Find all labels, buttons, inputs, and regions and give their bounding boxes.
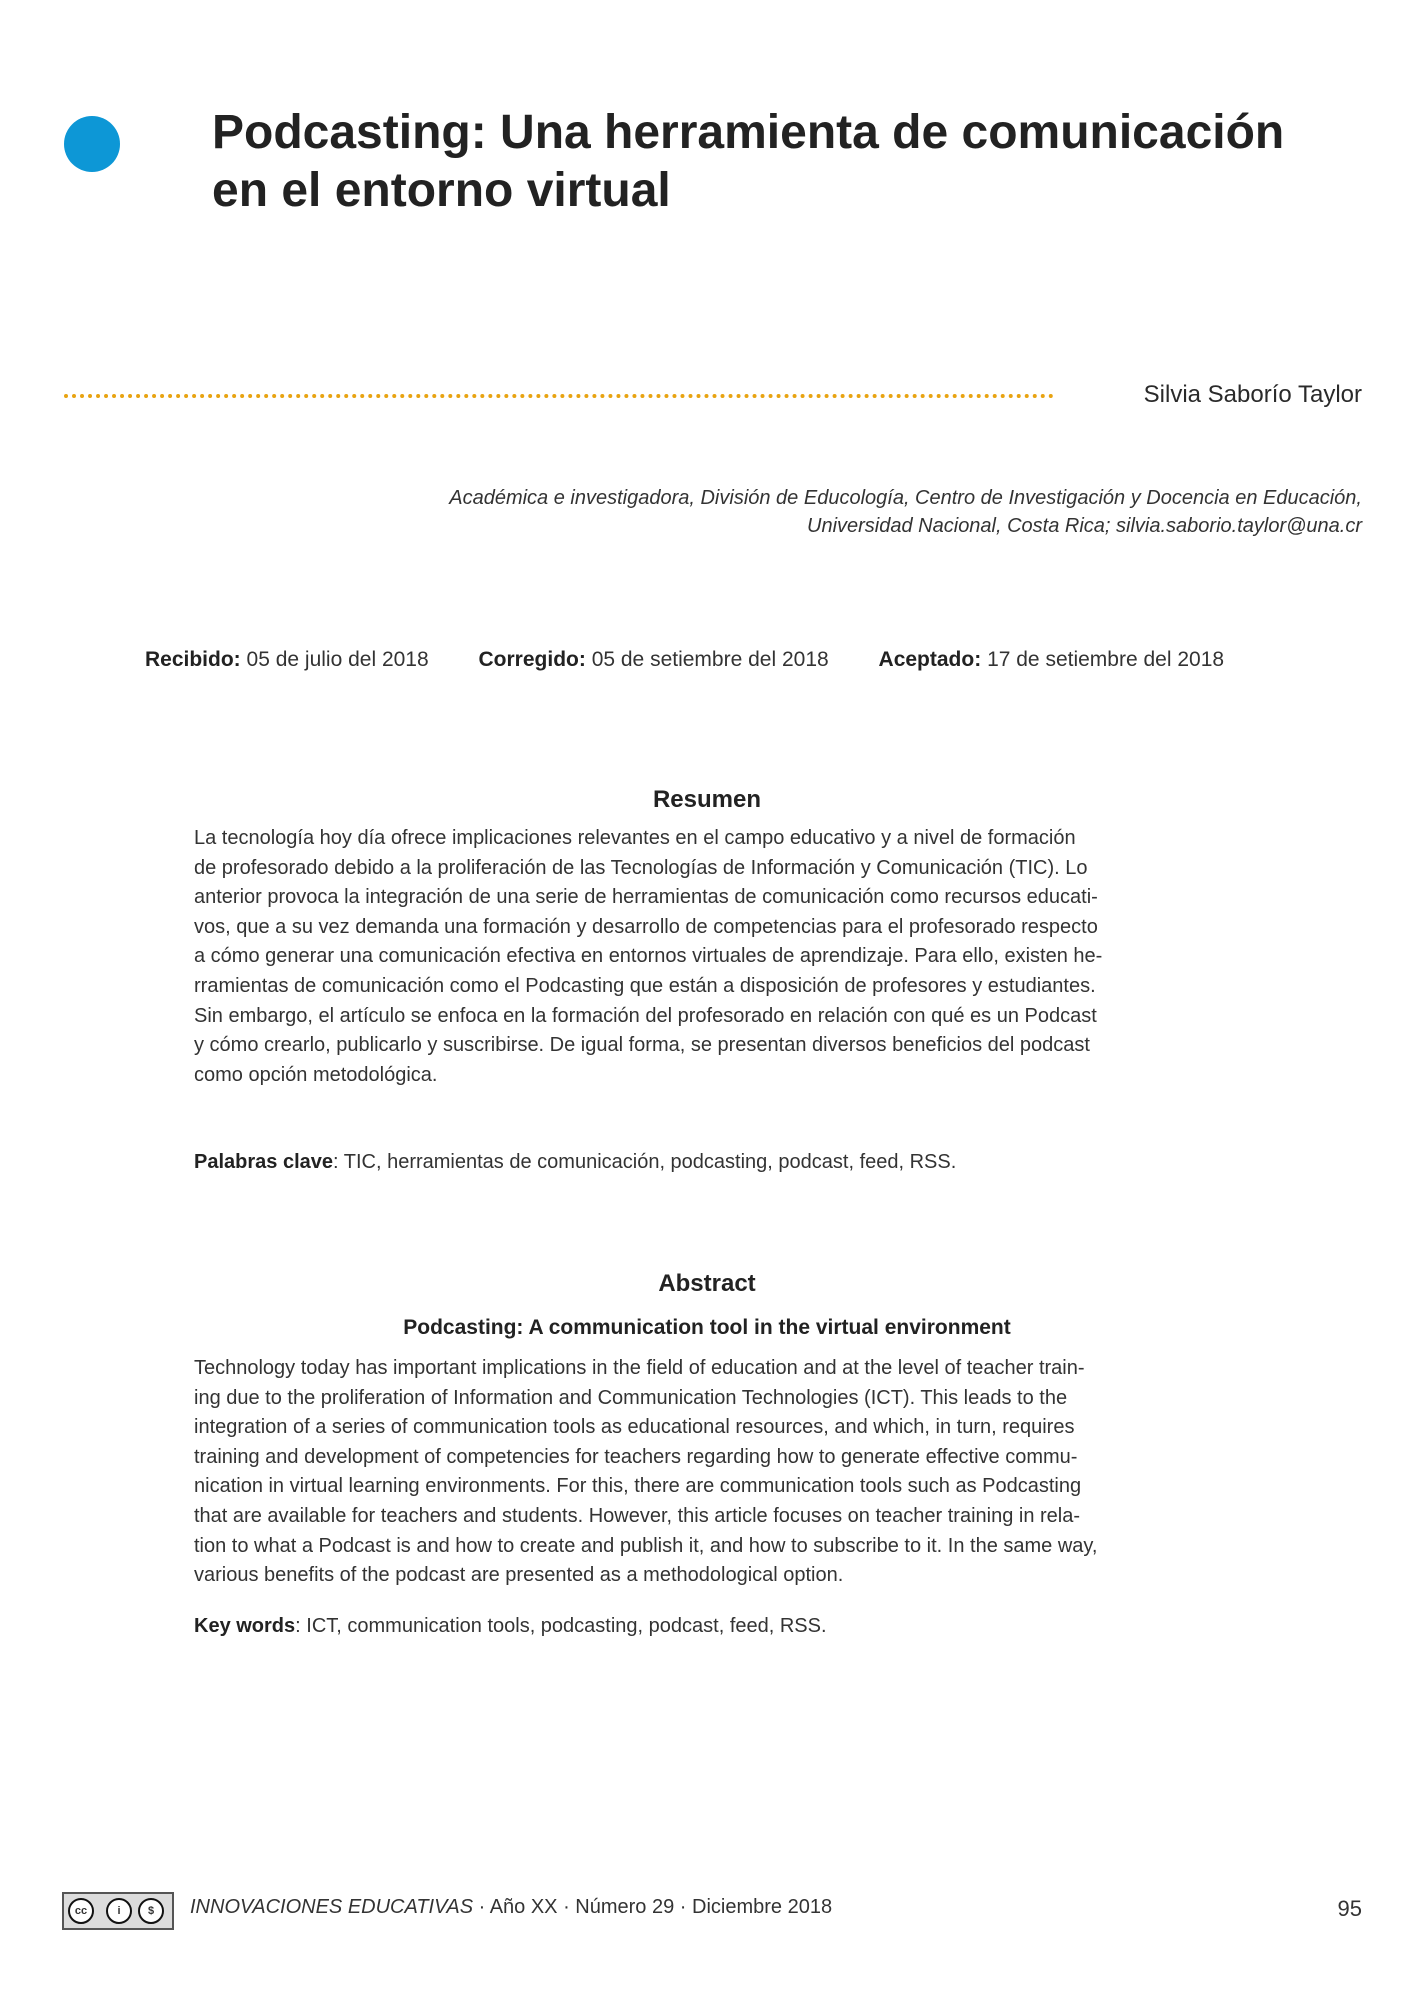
abstract-body [194,1354,1228,1591]
abstract-line: various benefits of the podcast are presented as a methodological option. [194,1564,844,1587]
resumen-line: de profesorado debido a la proliferación de las Tecnologías de Información y Comunicación (TIC). Lo [194,856,1088,879]
corrected-date: Corregido: 05 de setiembre del 2018 [478,648,829,671]
key-words-list: : ICT, communication tools, podcasting, podcast, feed, RSS. [295,1615,827,1637]
resumen-line: y cómo crearlo, publicarlo y suscribirse. De igual forma, se presentan diversos beneficios del podcast [194,1034,1090,1057]
affiliation-line-1: Académica e investigadora, División de Educología, Centro de Investigación y Docencia en Educación, [449,487,1362,509]
creative-commons-license-icon: cc i $ [62,1892,174,1930]
page-number: 95 [1337,1896,1362,1921]
abstract-line: nication in virtual learning environments. For this, there are communication tools such as Podcasting [194,1475,1082,1498]
title-bullet-circle [64,116,120,172]
abstract-line: tion to what a Podcast is and how to create and publish it, and how to subscribe to it. In the same way, [194,1534,1098,1557]
resumen-line: anterior provoca la integración de una serie de herramientas de comunicación como recursos educati- [194,886,1098,909]
dotted-divider [64,394,1054,398]
resumen-line: La tecnología hoy día ofrece implicaciones relevantes en el campo educativo y a nivel de formación [194,827,1076,849]
palabras-clave-label: Palabras clave [194,1151,333,1173]
abstract-line: integration of a series of communication tools as educational resources, and which, in turn, requires [194,1416,1075,1439]
abstract-line: training and development of competencies for teachers regarding how to generate effective commu- [194,1445,1078,1468]
journal-issue: · Año XX · Número 29 · Diciembre 2018 [473,1896,833,1918]
palabras-clave [194,1148,1228,1177]
resumen-body [194,824,1228,1090]
title-line-2: en el entorno virtual [212,164,671,217]
received-date: Recibido: 05 de julio del 2018 [145,648,429,671]
page-footer [62,1892,1362,1932]
palabras-clave-list: : TIC, herramientas de comunicación, podcasting, podcast, feed, RSS. [333,1151,957,1173]
resumen-line: Sin embargo, el artículo se enfoca en la formación del profesorado en relación con qué es un Podcast [194,1004,1097,1027]
journal-citation [190,1896,832,1919]
author-affiliation [262,484,1362,540]
article-title [212,104,1332,220]
resumen-heading: Resumen [652,786,762,813]
affiliation-line-2: Universidad Nacional, Costa Rica; silvia.saborio.taylor@una.cr [807,515,1362,537]
abstract-line: ing due to the proliferation of Information and Communication Technologies (ICT). This leads to the [194,1386,1068,1409]
article-dates [145,648,1295,672]
resumen-line: rramientas de comunicación como el Podcasting que están a disposición de profesores y estudiantes. [194,974,1096,997]
key-words-label: Key words [194,1615,296,1637]
resumen-line: a cómo generar una comunicación efectiva en entornos virtuales de aprendizaje. Para ello, existen he- [194,945,1103,968]
resumen-line: como opción metodológica. [194,1063,438,1086]
resumen-line: vos, que a su vez demanda una formación y desarrollo de competencias para el profesorado respecto [194,915,1098,938]
key-words [194,1612,1228,1641]
journal-name: INNOVACIONES EDUCATIVAS [190,1896,474,1918]
abstract-line: Technology today has important implications in the field of education and at the level of teacher train- [194,1357,1085,1379]
abstract-heading: Abstract [658,1270,756,1297]
title-line-1: Podcasting: Una herramienta de comunicación [212,106,1285,159]
abstract-line: that are available for teachers and students. However, this article focuses on teacher training in rela- [194,1504,1081,1527]
accepted-date: Aceptado: 17 de setiembre del 2018 [878,648,1225,671]
abstract-subtitle: Podcasting: A communication tool in the virtual environment [403,1316,1011,1339]
author-name: Silvia Saborío Taylor [1143,381,1362,408]
